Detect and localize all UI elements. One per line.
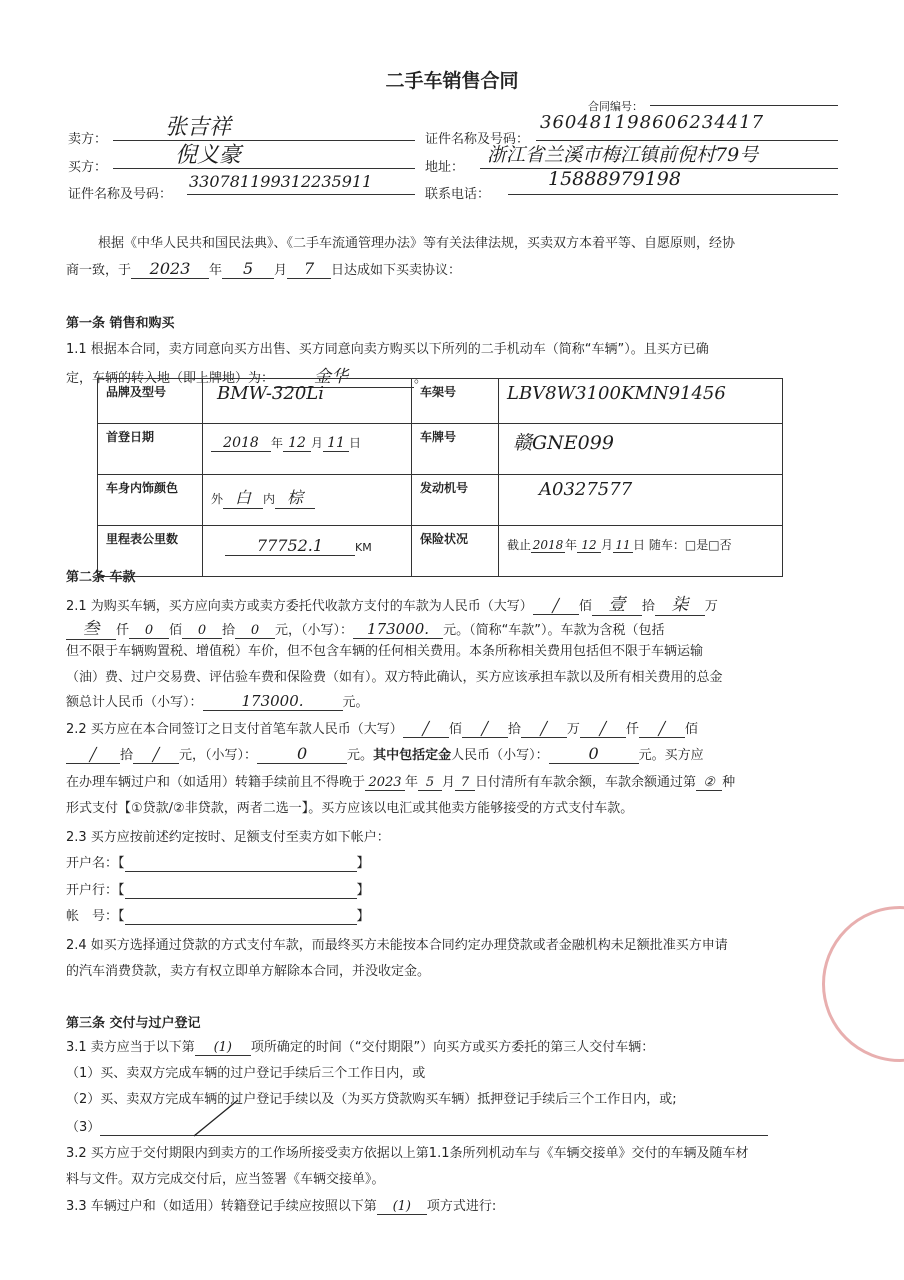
unit-qian: 仟 bbox=[116, 623, 130, 638]
handwritten-strike bbox=[190, 1098, 240, 1138]
total-unit: 元。 bbox=[342, 695, 369, 710]
article-1-1-text: 定，车辆的转入地（即上牌地）为： bbox=[66, 371, 275, 386]
option-3-label: （3） bbox=[66, 1120, 101, 1135]
pay-day: 7 bbox=[455, 775, 475, 791]
article-2-2-text-3: 在办理车辆过户和（如适用）转籍手续前且不得晚于 bbox=[66, 775, 366, 790]
plate-label: 车牌号 bbox=[412, 424, 499, 475]
page-title: 二手车销售合同 bbox=[385, 70, 519, 92]
article-2-1-text-2: 元。（简称“车款”）。车款为含税（包括 bbox=[443, 623, 665, 638]
day-unit: 日 bbox=[633, 538, 646, 552]
account-bank-line bbox=[125, 883, 357, 899]
km-unit: KM bbox=[355, 541, 372, 554]
article-2-4-line-2: 的汽车消费贷款，卖方有权立即单方解除本合同，并没收定金。 bbox=[66, 964, 431, 979]
first-pay-small-label: ，（小写）： bbox=[192, 748, 258, 763]
seller-name: 张吉祥 bbox=[165, 115, 232, 140]
vehicle-info-table bbox=[97, 378, 783, 577]
article-2-1-line-2 bbox=[66, 614, 665, 640]
article-3-3-text-2: 项方式进行: bbox=[426, 1199, 497, 1214]
article-3-1-text-2: 项所确定的时间（“交付期限”）向买方或买方委托的第三人交付车辆： bbox=[250, 1040, 655, 1055]
bracket-close: 】 bbox=[356, 856, 370, 871]
deposit-label: 人民币（小写）： bbox=[451, 748, 549, 763]
article-3-1-text: 3.1 卖方应当于以下第 bbox=[66, 1040, 195, 1055]
intro-line-1: 根据《中华人民共和国民法典》、《二手车流通管理办法》等有关法律法规，买卖双方本着平等、自愿原则，经协 bbox=[98, 236, 736, 251]
article-3-title: 第三条 交付与过户登记 bbox=[66, 1016, 201, 1031]
seller-line bbox=[113, 112, 415, 141]
reg-date-value bbox=[203, 424, 412, 475]
insurance-prefix: 截止 bbox=[507, 538, 532, 552]
table-row bbox=[98, 475, 783, 526]
unit-wan: 万 bbox=[566, 722, 580, 737]
year-unit: 年 bbox=[565, 538, 578, 552]
company-seal bbox=[822, 906, 904, 1062]
engine-value: A0327577 bbox=[499, 475, 783, 526]
insurance-suffix: 随车：□是□否 bbox=[648, 538, 732, 552]
bracket-close: 】 bbox=[356, 883, 370, 898]
amount-qian: 叁 bbox=[66, 614, 116, 640]
unit-bai: 佰 bbox=[578, 599, 592, 614]
article-2-1-line-3: 但不限于车辆购置税、增值税）车价，但不包含车辆的任何相关费用。本条所称相关费用包括但不限于车辆运输 bbox=[66, 644, 704, 659]
unit-bai: 佰 bbox=[448, 722, 462, 737]
unit-wan: 万 bbox=[704, 599, 718, 614]
mileage: 77752.1 bbox=[225, 536, 355, 556]
article-1-title: 第一条 销售和购买 bbox=[66, 316, 175, 331]
inner-label: 内 bbox=[263, 492, 276, 506]
article-2-2-line-3 bbox=[66, 771, 735, 791]
first-pay-wan: ╱ bbox=[521, 722, 567, 738]
buyer-name: 倪义豪 bbox=[175, 143, 242, 168]
month-unit: 月 bbox=[601, 538, 614, 552]
article-3-1-option-2: （2）买、卖双方完成车辆的过户登记手续以及（为买方贷款购买车辆）抵押登记手续后三个工作日内，或; bbox=[66, 1092, 677, 1107]
first-pay-unit: 元。 bbox=[347, 748, 374, 763]
intro-line-2 bbox=[66, 259, 461, 279]
reg-date-label: 首登日期 bbox=[98, 424, 203, 475]
seller-id: 360481198606234417 bbox=[540, 112, 765, 133]
unit-shi: 拾 bbox=[507, 722, 521, 737]
month-unit: 月 bbox=[442, 775, 456, 790]
article-3-1-line-1 bbox=[66, 1036, 654, 1056]
brand-label: 品牌及型号 bbox=[98, 379, 203, 424]
reg-year: 2018 bbox=[211, 435, 271, 452]
article-3-1-option-1: （1）买、卖双方完成车辆的过户登记手续后三个工作日内，或 bbox=[66, 1066, 426, 1081]
buyer-label: 买方： bbox=[68, 160, 108, 175]
bracket-close: 】 bbox=[356, 909, 370, 924]
article-2-1-text: 2.1 为购买车辆，买方应向卖方或卖方委托代收款方支付的车款为人民币（大写） bbox=[66, 599, 533, 614]
amount-bai-wan: ╱ bbox=[533, 599, 579, 615]
deposit-label-bold: 其中包括定金 bbox=[373, 748, 452, 763]
account-name-row bbox=[66, 852, 370, 872]
first-pay-shi: ╱ bbox=[66, 748, 120, 764]
account-name-label: 开户名：【 bbox=[66, 856, 125, 871]
intro-text-d: 日达成如下买卖协议： bbox=[331, 263, 462, 278]
unit-shi: 拾 bbox=[641, 599, 655, 614]
account-number-line bbox=[125, 909, 357, 925]
article-2-2-text: 2.2 买方应在本合同签订之日支付首笔车款人民币（大写） bbox=[66, 722, 403, 737]
transfer-place: 金华 bbox=[274, 362, 414, 388]
inner-color: 棕 bbox=[275, 485, 315, 509]
amount-small-label: 元，（小写）： bbox=[275, 623, 354, 638]
color-value bbox=[203, 475, 412, 526]
outer-color: 白 bbox=[223, 485, 263, 509]
amount-small: 173000. bbox=[353, 620, 443, 639]
article-3-3 bbox=[66, 1195, 496, 1215]
insurance-day: 11 bbox=[613, 538, 633, 553]
seller-label: 卖方： bbox=[68, 132, 108, 147]
insurance-month: 12 bbox=[577, 538, 601, 553]
total-label: 额总计人民币（小写）： bbox=[66, 695, 203, 710]
total-amount: 173000. bbox=[203, 692, 343, 711]
deposit-unit: 元。买方应 bbox=[638, 748, 704, 763]
account-number-label: 帐 号：【 bbox=[66, 909, 125, 924]
year-unit: 年 bbox=[271, 436, 284, 450]
unit-shi: 拾 bbox=[222, 623, 236, 638]
amount-shi: 0 bbox=[182, 623, 222, 639]
unit-bai: 佰 bbox=[169, 623, 183, 638]
vin-value: LBV8W3100KMN91456 bbox=[499, 379, 783, 424]
first-pay-bai: ╱ bbox=[639, 722, 685, 738]
intro-text-c: 月 bbox=[274, 263, 288, 278]
outer-label: 外 bbox=[211, 492, 224, 506]
article-2-2-text-5: 种 bbox=[722, 775, 736, 790]
article-2-4-line-1: 2.4 如买方选择通过贷款的方式支付车款，而最终买方未能按本合同约定办理贷款或者金融机构未足额批准买方申请 bbox=[66, 938, 728, 953]
insurance-label: 保险状况 bbox=[412, 526, 499, 577]
agreement-month: 5 bbox=[222, 259, 274, 279]
account-name-line bbox=[125, 856, 357, 872]
mileage-label: 里程表公里数 bbox=[98, 526, 203, 577]
reg-day: 11 bbox=[323, 435, 349, 452]
account-bank-row bbox=[66, 879, 370, 899]
first-pay-qian: ╱ bbox=[580, 722, 626, 738]
color-label: 车身内饰颜色 bbox=[98, 475, 203, 526]
seller-id-label: 证件名称及号码： bbox=[425, 132, 530, 147]
buyer-id-label: 证件名称及号码： bbox=[68, 187, 173, 202]
article-2-2-line-4: 形式支付【①贷款/②非贷款，两者二选一】。买方应该以电汇或其他卖方能够接受的方式支付车款。 bbox=[66, 801, 634, 816]
amount-wan: 柒 bbox=[655, 590, 705, 616]
day-unit: 日 bbox=[349, 436, 362, 450]
first-pay-yuan: ╱ bbox=[133, 748, 179, 764]
delivery-item: (1) bbox=[195, 1040, 251, 1056]
month-unit: 月 bbox=[311, 436, 324, 450]
year-unit: 年 bbox=[405, 775, 419, 790]
mileage-value bbox=[203, 526, 412, 577]
buyer-line bbox=[113, 140, 415, 169]
first-pay-shi-wan: ╱ bbox=[462, 722, 508, 738]
buyer-phone: 15888979198 bbox=[548, 168, 681, 190]
article-3-2-line-1: 3.2 买方应于交付期限内到卖方的工作场所接受卖方依据以上第1.1条所列机动车与《车辆交接单》交付的车辆及随车材 bbox=[66, 1146, 749, 1161]
engine-label: 发动机号 bbox=[412, 475, 499, 526]
account-number-row bbox=[66, 905, 370, 925]
intro-text-b: 年 bbox=[209, 263, 223, 278]
agreement-year: 2023 bbox=[131, 259, 209, 279]
article-2-3: 2.3 买方应按前述约定按时、足额支付至卖方如下帐户： bbox=[66, 830, 390, 845]
article-1-1-line-1: 1.1 根据本合同，卖方同意向买方出售、买方同意向卖方购买以下所列的二手机动车（简称“车辆”）。且买方已确 bbox=[66, 342, 709, 357]
deposit-amount: 0 bbox=[549, 744, 639, 764]
amount-shi-wan: 壹 bbox=[592, 590, 642, 616]
phone-label: 联系电话： bbox=[425, 187, 491, 202]
agreement-day: 7 bbox=[287, 259, 331, 279]
article-2-2-text-4: 日付清所有车款余额，车款余额通过第 bbox=[475, 775, 697, 790]
buyer-id: 330781199312235911 bbox=[189, 172, 373, 191]
vin-label: 车架号 bbox=[412, 379, 499, 424]
article-3-2-line-2: 料与文件。双方完成交付后，应当签署《车辆交接单》。 bbox=[66, 1172, 385, 1187]
unit-shi: 拾 bbox=[120, 748, 134, 763]
table-row bbox=[98, 424, 783, 475]
amount-yuan: 0 bbox=[235, 623, 275, 639]
transfer-item: (1) bbox=[377, 1199, 427, 1215]
insurance-value bbox=[499, 526, 783, 577]
unit-bai: 佰 bbox=[684, 722, 698, 737]
article-2-title: 第二条 车款 bbox=[66, 570, 136, 585]
unit-qian: 仟 bbox=[625, 722, 639, 737]
table-row bbox=[98, 379, 783, 424]
table-row bbox=[98, 526, 783, 577]
article-3-3-text: 3.3 车辆过户和（如适用）转籍登记手续应按照以下第 bbox=[66, 1199, 377, 1214]
plate-value: 赣GNE099 bbox=[499, 424, 783, 475]
article-2-1-line-4: （油）费、过户交易费、评估验车费和保险费（如有）。双方特此确认，买方应该承担车款以及所有相关费用的总金 bbox=[66, 670, 723, 685]
insurance-year: 2018 bbox=[532, 538, 564, 552]
article-1-1-end: 。 bbox=[414, 371, 428, 386]
pay-month: 5 bbox=[418, 775, 442, 791]
reg-month: 12 bbox=[283, 435, 311, 452]
contract-number-line bbox=[650, 104, 838, 106]
article-3-1-option-3 bbox=[66, 1116, 768, 1136]
brand-value: BMW-320Li bbox=[203, 379, 412, 424]
unit-yuan: 元 bbox=[179, 748, 193, 763]
account-bank-label: 开户行：【 bbox=[66, 883, 125, 898]
article-2-2-line-2 bbox=[66, 744, 704, 764]
article-2-1-line-1 bbox=[66, 590, 718, 616]
pay-method: ② bbox=[696, 775, 722, 791]
intro-text-a: 商一致，于 bbox=[66, 263, 132, 278]
first-pay-small: 0 bbox=[257, 744, 347, 764]
article-2-2-line-1 bbox=[66, 718, 698, 738]
buyer-address: 浙江省兰溪市梅江镇前倪村79号 bbox=[487, 144, 759, 166]
first-pay-bai-wan: ╱ bbox=[403, 722, 449, 738]
address-label: 地址： bbox=[425, 160, 465, 175]
contract-number-label: 合同编号： bbox=[588, 100, 643, 113]
pay-year: 2023 bbox=[365, 775, 405, 791]
amount-bai: 0 bbox=[129, 623, 169, 639]
article-2-1-line-5 bbox=[66, 691, 369, 711]
